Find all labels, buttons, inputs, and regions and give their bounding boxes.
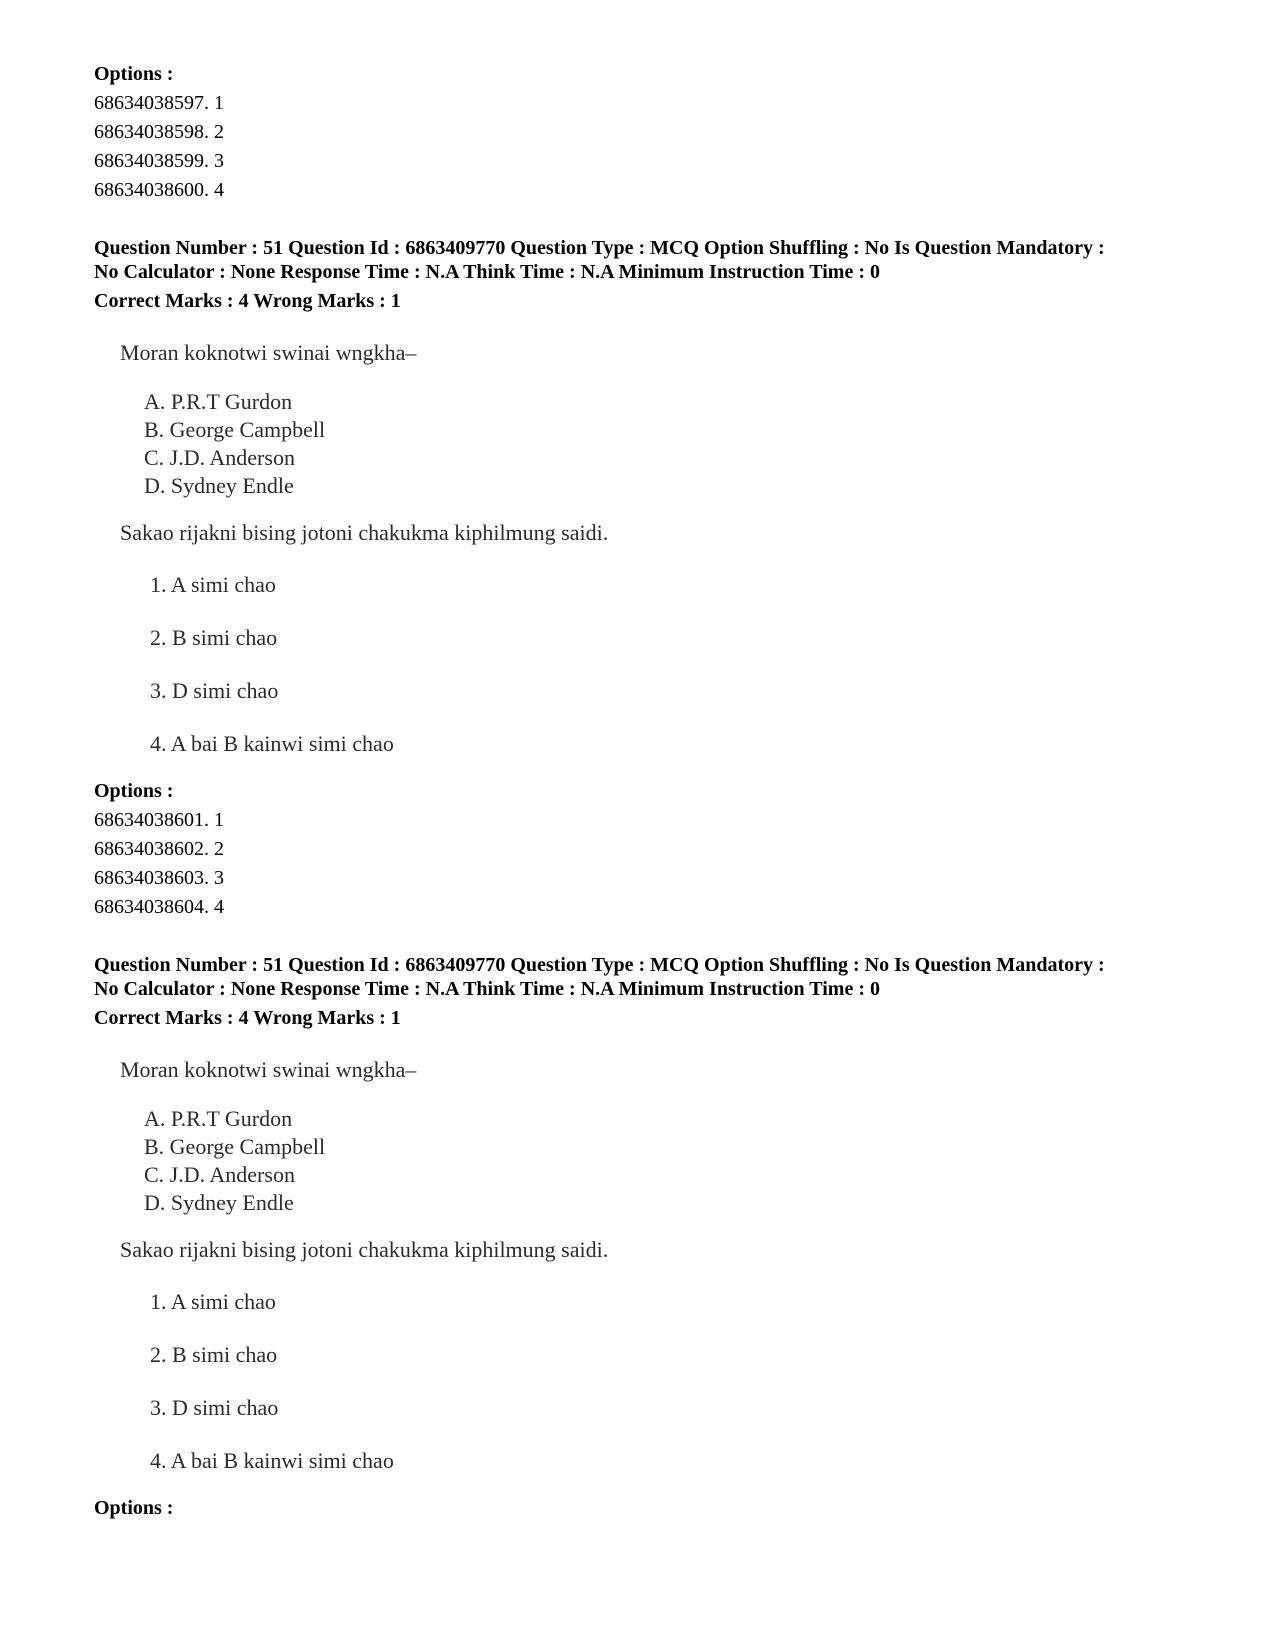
options-label: Options :	[94, 780, 174, 802]
answer-item: 4. A bai B kainwi simi chao	[150, 1448, 394, 1473]
question-choices	[144, 1105, 1214, 1217]
option-item: 68634038598. 2	[94, 121, 224, 143]
options-label: Options :	[94, 63, 174, 85]
option-item: 68634038600. 4	[94, 179, 224, 201]
question-stem: Moran koknotwi swinai wngkha–	[120, 340, 417, 365]
question-block	[94, 236, 1214, 922]
choice-item: A. P.R.T Gurdon	[144, 389, 293, 414]
answer-item: 4. A bai B kainwi simi chao	[150, 731, 394, 756]
marks-line: Correct Marks : 4 Wrong Marks : 1	[94, 1007, 401, 1029]
answer-item: 2. B simi chao	[150, 625, 278, 650]
choice-item: C. J.D. Anderson	[144, 1162, 295, 1187]
option-item: 68634038597. 1	[94, 92, 224, 114]
question-instruction: Sakao rijakni bising jotoni chakukma kiphilmung saidi.	[120, 1237, 609, 1262]
option-item: 68634038603. 3	[94, 867, 224, 889]
question-body	[120, 338, 1214, 759]
answer-item: 1. A simi chao	[150, 572, 276, 597]
choice-item: D. Sydney Endle	[144, 473, 294, 498]
answer-item: 1. A simi chao	[150, 1289, 276, 1314]
option-item: 68634038604. 4	[94, 896, 224, 918]
choice-item: D. Sydney Endle	[144, 1190, 294, 1215]
options-block-top	[94, 60, 1214, 205]
options-block	[94, 777, 1214, 922]
marks-line: Correct Marks : 4 Wrong Marks : 1	[94, 290, 401, 312]
question-body	[120, 1055, 1214, 1476]
option-item: 68634038599. 3	[94, 150, 224, 172]
answer-item: 3. D simi chao	[150, 678, 279, 703]
question-meta-line: Question Number : 51 Question Id : 6863409770 Question Type : MCQ Option Shuffling : No Is Question Mandatory :	[94, 237, 1105, 259]
answer-item: 3. D simi chao	[150, 1395, 279, 1420]
question-meta-line: No Calculator : None Response Time : N.A Think Time : N.A Minimum Instruction Time : 0	[94, 261, 880, 283]
choice-item: A. P.R.T Gurdon	[144, 1106, 293, 1131]
document-page	[94, 60, 1214, 1523]
choice-item: B. George Campbell	[144, 1134, 326, 1159]
choice-item: C. J.D. Anderson	[144, 445, 295, 470]
question-meta-line: Question Number : 51 Question Id : 6863409770 Question Type : MCQ Option Shuffling : No Is Question Mandatory :	[94, 954, 1105, 976]
question-instruction: Sakao rijakni bising jotoni chakukma kiphilmung saidi.	[120, 520, 609, 545]
question-stem: Moran koknotwi swinai wngkha–	[120, 1057, 417, 1082]
question-choices	[144, 388, 1214, 500]
choice-item: B. George Campbell	[144, 417, 326, 442]
option-item: 68634038602. 2	[94, 838, 224, 860]
options-block	[94, 1494, 1214, 1523]
question-meta-line: No Calculator : None Response Time : N.A Think Time : N.A Minimum Instruction Time : 0	[94, 978, 880, 1000]
answer-item: 2. B simi chao	[150, 1342, 278, 1367]
option-item: 68634038601. 1	[94, 809, 224, 831]
question-block	[94, 953, 1214, 1523]
options-label: Options :	[94, 1497, 174, 1519]
